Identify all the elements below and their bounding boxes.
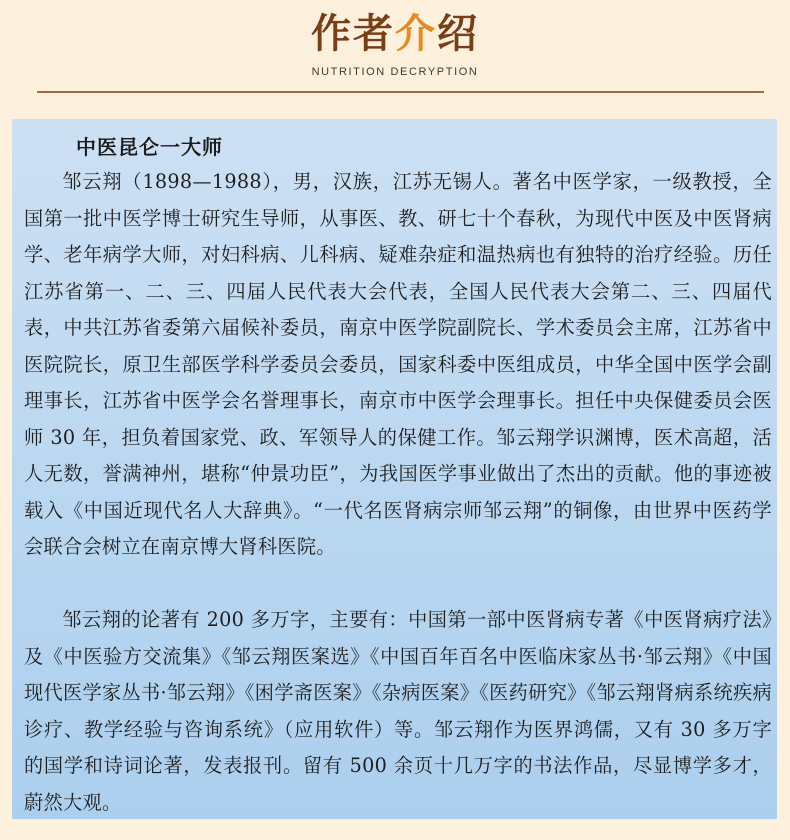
- title-part-3: 绍: [437, 11, 479, 57]
- header: [0, 0, 790, 96]
- header-divider: [37, 91, 764, 93]
- title-part-2: 介: [395, 11, 437, 57]
- title-part-1: 作者: [311, 11, 395, 57]
- biography-paragraph-1: 邹云翔（1898—1988），男，汉族，江苏无锡人。著名中医学家，一级教授，全国第一批中医学博士研究生导师，从事医、教、研七十个春秋，为现代中医及中医肾病学、老年病学大师，对妇科病、儿科病、疑难杂症和温热病也有独特的治疗经验。历任江苏省第一、二、三、四届人民代表大会代表，全国人民代表大会第二、三、四届代表，中共江苏省委第六届候补委员，南京中医学院副院长、学术委员会主席，江苏省中医院院长，原卫生部医学科学委员会委员，国家科委中医组成员，中华全国中医学会副理事长，江苏省中医学会名誉理事长，南京市中医学会理事长。担任中央保健委员会医师 30 年，担负着国家党、政、军领导人的保健工作。邹云翔学识渊博，医术高超，活人无数，誉满神州，堪称“仲景功臣”，为我国医学事业做出了杰出的贡献。他的事迹被载入《中国近现代名人大辞典》。“一代名医肾病宗师邹云翔”的铜像，由世界中医药学会联合会树立在南京博大肾科医院。: [24, 170, 772, 558]
- page-title: [0, 6, 790, 62]
- biography-paragraph-2: 邹云翔的论著有 200 多万字，主要有：中国第一部中医肾病专著《中医肾病疗法》及《中医验方交流集》《邹云翔医案选》《中国百年百名中医临床家丛书·邹云翔》《中国现代医学家丛书·邹云翔》《困学斋医案》《杂病医案》《医药研究》《邹云翔肾病系统疾病诊疗、教学经验与咨询系统》（应用软件）等。邹云翔作为医界鸿儒，又有 30 多万字的国学和诗词论著，发表报刊。留有 500 余页十几万字的书法作品，尽显博学多才，蔚然大观。: [24, 608, 772, 814]
- section-title: 中医昆仑一大师: [76, 135, 223, 159]
- page-subtitle: NUTRITION DECRYPTION: [311, 66, 479, 78]
- biography-panel: [12, 119, 777, 819]
